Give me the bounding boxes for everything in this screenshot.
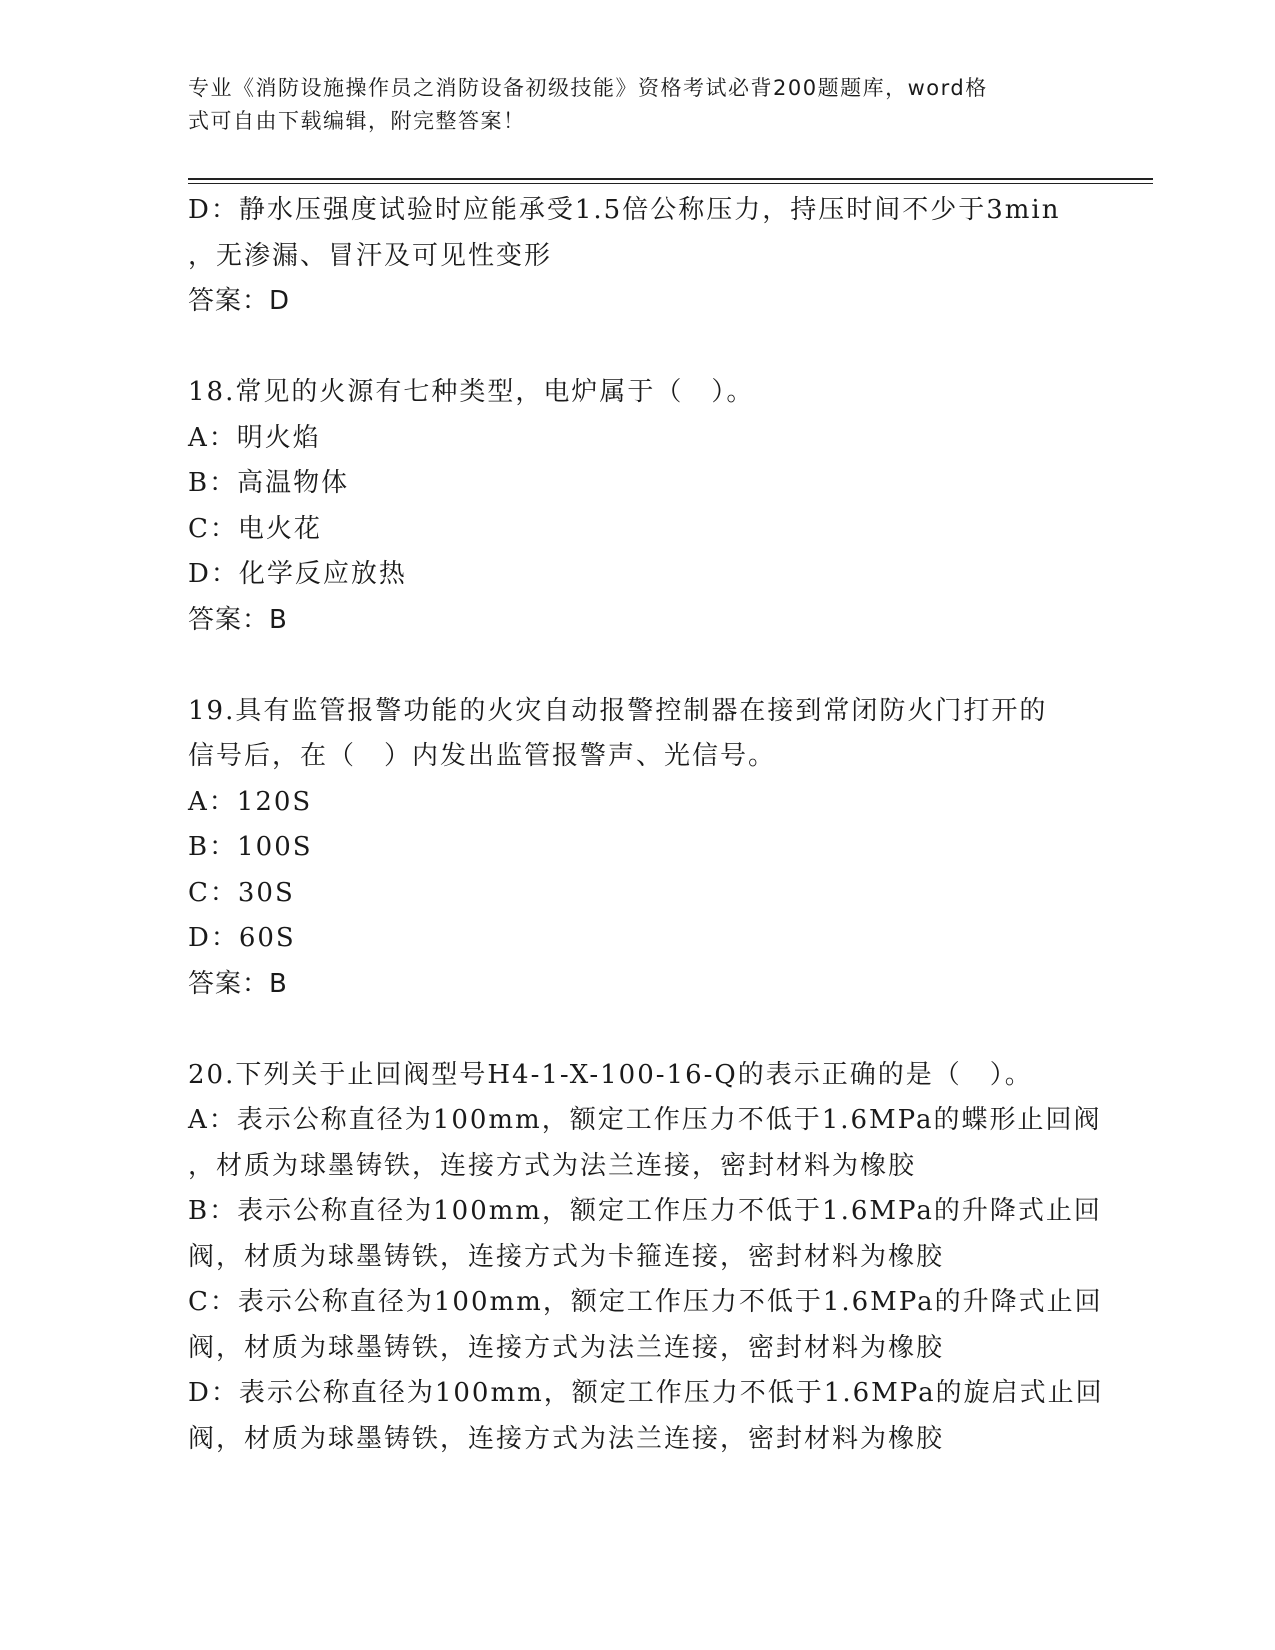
header-line-2: 式可自由下载编辑，附完整答案！ [188, 109, 526, 133]
document-header [188, 72, 1068, 138]
spacer [188, 325, 1088, 371]
question-text: 18.常见的火源有七种类型，电炉属于（ ）。 [188, 377, 755, 407]
question-17-tail [188, 188, 1088, 325]
answer-label: 答案：B [188, 968, 288, 999]
spacer [188, 1007, 1088, 1053]
answer-label: 答案：B [188, 604, 288, 635]
option-a-line-2: ，材质为球墨铸铁，连接方式为法兰连接，密封材料为橡胶 [188, 1150, 917, 1181]
option-b-line-2: 阀，材质为球墨铸铁，连接方式为卡箍连接，密封材料为橡胶 [188, 1241, 945, 1272]
option-a: A：明火焰 [188, 422, 321, 453]
option-b: B：高温物体 [188, 468, 350, 498]
option-d: D：化学反应放热 [188, 559, 407, 589]
question-list [188, 188, 1104, 1462]
question-20 [188, 1053, 1104, 1463]
option-d: D：60S [188, 923, 296, 953]
question-text-line-2: 信号后，在（ ）内发出监管报警声、光信号。 [188, 741, 777, 771]
option-c-line-2: 阀，材质为球墨铸铁，连接方式为法兰连接，密封材料为橡胶 [188, 1332, 945, 1363]
option-c: C：电火花 [188, 513, 322, 544]
option-d-line-1: D：表示公称直径为100mm，额定工作压力不低于1.6MPa的旋启式止回 [188, 1378, 1104, 1408]
header-rule-thick [188, 178, 1153, 180]
spacer [188, 643, 1088, 689]
header-line-1: 专业《消防设施操作员之消防设备初级技能》资格考试必背200题题库，word格 [188, 76, 988, 100]
answer-label: 答案：D [188, 286, 291, 316]
question-text: 20.下列关于止回阀型号H4-1-X-100-16-Q的表示正确的是（ ）。 [188, 1059, 1033, 1090]
option-d-line-2: ，无渗漏、冒汗及可见性变形 [188, 240, 553, 271]
option-b: B：100S [188, 832, 313, 862]
option-a: A：120S [188, 786, 313, 817]
question-18 [188, 370, 1088, 643]
question-text-line-1: 19.具有监管报警功能的火灾自动报警控制器在接到常闭防火门打开的 [188, 695, 1048, 726]
option-b-line-1: B：表示公称直径为100mm，额定工作压力不低于1.6MPa的升降式止回 [188, 1196, 1102, 1226]
option-c-line-1: C：表示公称直径为100mm，额定工作压力不低于1.6MPa的升降式止回 [188, 1287, 1103, 1317]
question-19 [188, 689, 1088, 1008]
option-c: C：30S [188, 877, 295, 908]
header-rule-thin [188, 183, 1153, 184]
option-d-line-1: D：静水压强度试验时应能承受1.5倍公称压力，持压时间不少于3min [188, 195, 1061, 225]
option-a-line-1: A：表示公称直径为100mm，额定工作压力不低于1.6MPa的蝶形止回阀 [188, 1105, 1102, 1135]
option-d-line-2: 阀，材质为球墨铸铁，连接方式为法兰连接，密封材料为橡胶 [188, 1423, 945, 1454]
